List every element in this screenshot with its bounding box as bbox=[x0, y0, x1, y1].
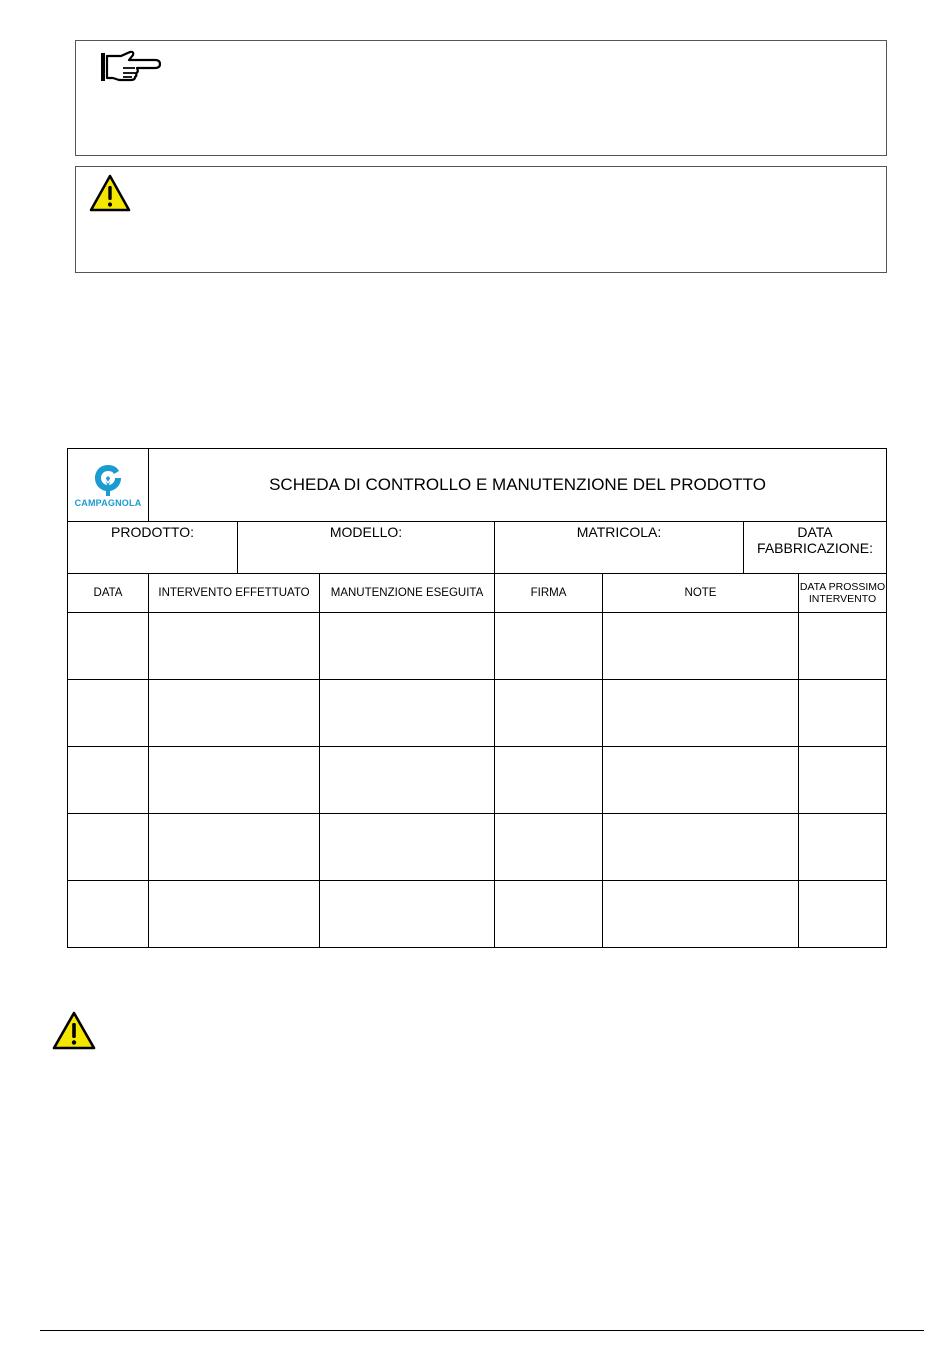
field-matricola[interactable]: MATRICOLA: bbox=[495, 522, 744, 574]
cell-firma[interactable] bbox=[495, 814, 603, 881]
cell-manutenzione[interactable] bbox=[320, 613, 495, 680]
field-modello[interactable]: MODELLO: bbox=[238, 522, 495, 574]
warning-box bbox=[75, 166, 887, 273]
cell-intervento[interactable] bbox=[149, 881, 320, 948]
column-header-data: DATA bbox=[68, 574, 149, 613]
maintenance-table bbox=[67, 448, 887, 948]
column-header-intervento: INTERVENTO EFFETTUATO bbox=[149, 574, 320, 613]
cell-firma[interactable] bbox=[495, 747, 603, 814]
note-box bbox=[75, 40, 887, 156]
warning-triangle-icon bbox=[51, 1010, 97, 1051]
cell-note[interactable] bbox=[603, 814, 799, 881]
table-row bbox=[68, 747, 887, 814]
cell-data[interactable] bbox=[68, 680, 149, 747]
cell-intervento[interactable] bbox=[149, 814, 320, 881]
cell-note[interactable] bbox=[603, 680, 799, 747]
cell-firma[interactable] bbox=[495, 881, 603, 948]
field-prodotto[interactable]: PRODOTTO: bbox=[68, 522, 238, 574]
logo-text: CAMPAGNOLA bbox=[74, 497, 142, 508]
table-row bbox=[68, 680, 887, 747]
cell-manutenzione[interactable] bbox=[320, 814, 495, 881]
pointing-hand-icon bbox=[99, 50, 161, 84]
cell-intervento[interactable] bbox=[149, 747, 320, 814]
cell-intervento[interactable] bbox=[149, 613, 320, 680]
table-row bbox=[68, 814, 887, 881]
cell-firma[interactable] bbox=[495, 613, 603, 680]
field-data-fabbricazione[interactable]: DATA FABBRICAZIONE: bbox=[744, 522, 887, 574]
cell-firma[interactable] bbox=[495, 680, 603, 747]
cell-note[interactable] bbox=[603, 881, 799, 948]
cell-data[interactable] bbox=[68, 881, 149, 948]
cell-data-prossimo[interactable] bbox=[799, 613, 887, 680]
cell-data[interactable] bbox=[68, 613, 149, 680]
cell-data[interactable] bbox=[68, 747, 149, 814]
cell-data-prossimo[interactable] bbox=[799, 747, 887, 814]
column-header-manutenzione: MANUTENZIONE ESEGUITA bbox=[320, 574, 495, 613]
cell-intervento[interactable] bbox=[149, 680, 320, 747]
column-header-firma: FIRMA bbox=[495, 574, 603, 613]
cell-manutenzione[interactable] bbox=[320, 680, 495, 747]
cell-data-prossimo[interactable] bbox=[799, 814, 887, 881]
maintenance-card bbox=[67, 448, 886, 949]
footer-divider bbox=[40, 1330, 924, 1331]
table-row bbox=[68, 881, 887, 948]
cell-manutenzione[interactable] bbox=[320, 747, 495, 814]
table-row bbox=[68, 613, 887, 680]
cell-note[interactable] bbox=[603, 747, 799, 814]
campagnola-logo-icon bbox=[93, 463, 123, 497]
cell-data-prossimo[interactable] bbox=[799, 680, 887, 747]
cell-manutenzione[interactable] bbox=[320, 881, 495, 948]
cell-data-prossimo[interactable] bbox=[799, 881, 887, 948]
card-title: SCHEDA DI CONTROLLO E MANUTENZIONE DEL PRODOTTO bbox=[149, 449, 887, 522]
column-header-data-prossimo: DATA PROSSIMO INTERVENTO bbox=[799, 574, 887, 613]
warning-triangle-icon bbox=[88, 173, 132, 213]
cell-note[interactable] bbox=[603, 613, 799, 680]
logo-cell bbox=[68, 449, 149, 522]
cell-data[interactable] bbox=[68, 814, 149, 881]
column-header-note: NOTE bbox=[603, 574, 799, 613]
